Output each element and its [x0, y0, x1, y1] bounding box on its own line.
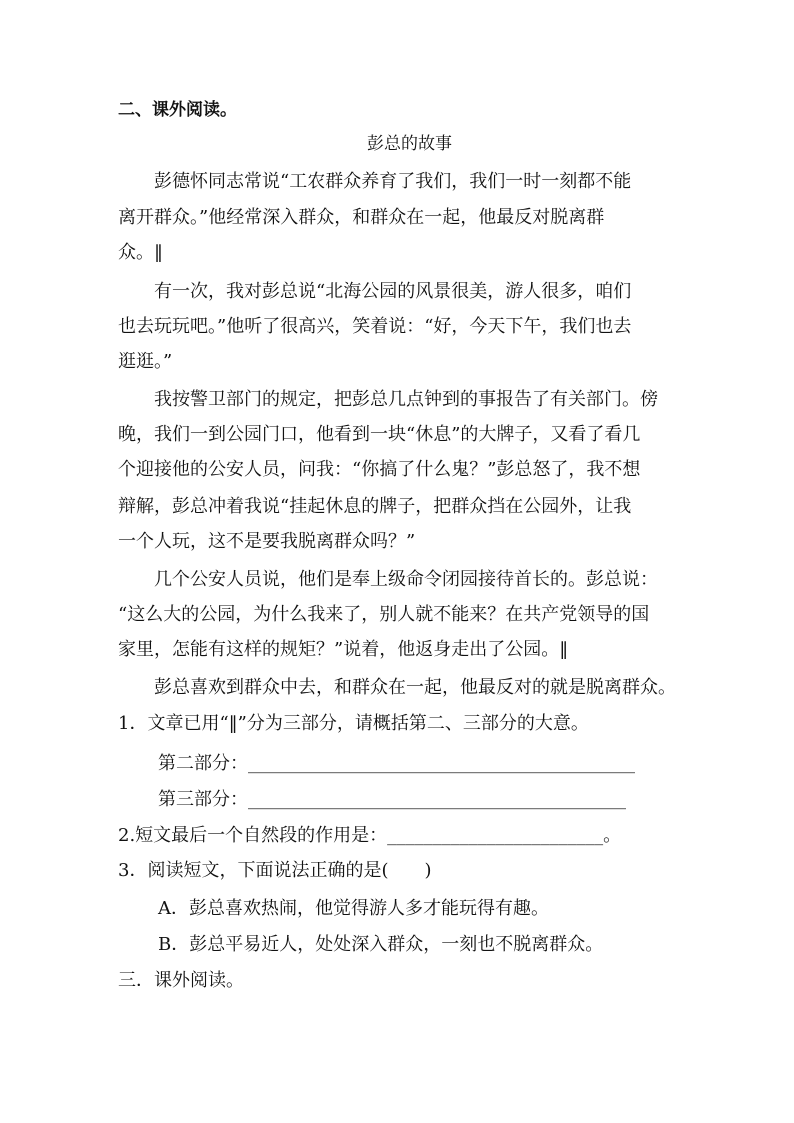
- section-heading: 二、课外阅读。: [118, 100, 237, 120]
- story-line: “这么大的公园，为什么我来了，别人就不能来？在共产党领导的国: [118, 604, 650, 625]
- story-line: 一个人玩，这不是要我脱离群众吗？”: [118, 531, 416, 552]
- story-line: 家里，怎能有这样的规矩？”说着，他返身走出了公园。‖: [118, 639, 569, 660]
- story-line: 个迎接他的公安人员，问我：“你搞了什么鬼？”彭总怒了，我不想: [118, 459, 641, 480]
- story-line: 离开群众。”他经常深入群众，和群众在一起，他最反对脱离群: [118, 207, 605, 228]
- story-title: 彭总的故事: [367, 134, 452, 154]
- question-3-option-a: A．彭总喜欢热闹，他觉得游人多才能玩得有趣。: [158, 898, 549, 919]
- story-line: 彭总喜欢到群众中去，和群众在一起，他最反对的就是脱离群众。: [154, 677, 676, 698]
- question-1: 1．文章已用“‖”分为三部分，请概括第二、三部分的大意。: [118, 713, 589, 734]
- story-line: 晚，我们一到公园门口，他看到一块“休息”的大牌子，又看了看几: [118, 424, 641, 445]
- question-3[interactable]: 3．阅读短文，下面说法正确的是( ): [118, 860, 432, 881]
- story-line: 有一次，我对彭总说“北海公园的风景很美，游人很多，咱们: [154, 281, 632, 302]
- question-3-option-b: B．彭总平易近人，处处深入群众，一刻也不脱离群众。: [158, 934, 604, 955]
- question-2[interactable]: 2.短文最后一个自然段的作用是：________________________。: [118, 825, 622, 846]
- question-1-part3-blank[interactable]: 第三部分：__________________________________________: [158, 789, 626, 810]
- question-1-part2-blank[interactable]: 第二部分：___________________________________________: [158, 753, 635, 774]
- next-section-heading: 三．课外阅读。: [118, 970, 244, 991]
- story-line: 彭德怀同志常说“工农群众养育了我们，我们一时一刻都不能: [154, 171, 632, 192]
- story-line: 逛逛。”: [118, 351, 173, 372]
- story-line: 众。‖: [118, 242, 163, 263]
- story-line: 也去玩玩吧。”他听了很高兴，笑着说：“好，今天下午，我们也去: [118, 316, 632, 337]
- story-line: 几个公安人员说，他们是奉上级命令闭园接待首长的。彭总说：: [154, 569, 658, 590]
- story-line: 辩解，彭总冲着我说“挂起休息的牌子，把群众挡在公园外，让我: [118, 496, 632, 517]
- story-line: 我按警卫部门的规定，把彭总几点钟到的事报告了有关部门。傍: [154, 389, 658, 410]
